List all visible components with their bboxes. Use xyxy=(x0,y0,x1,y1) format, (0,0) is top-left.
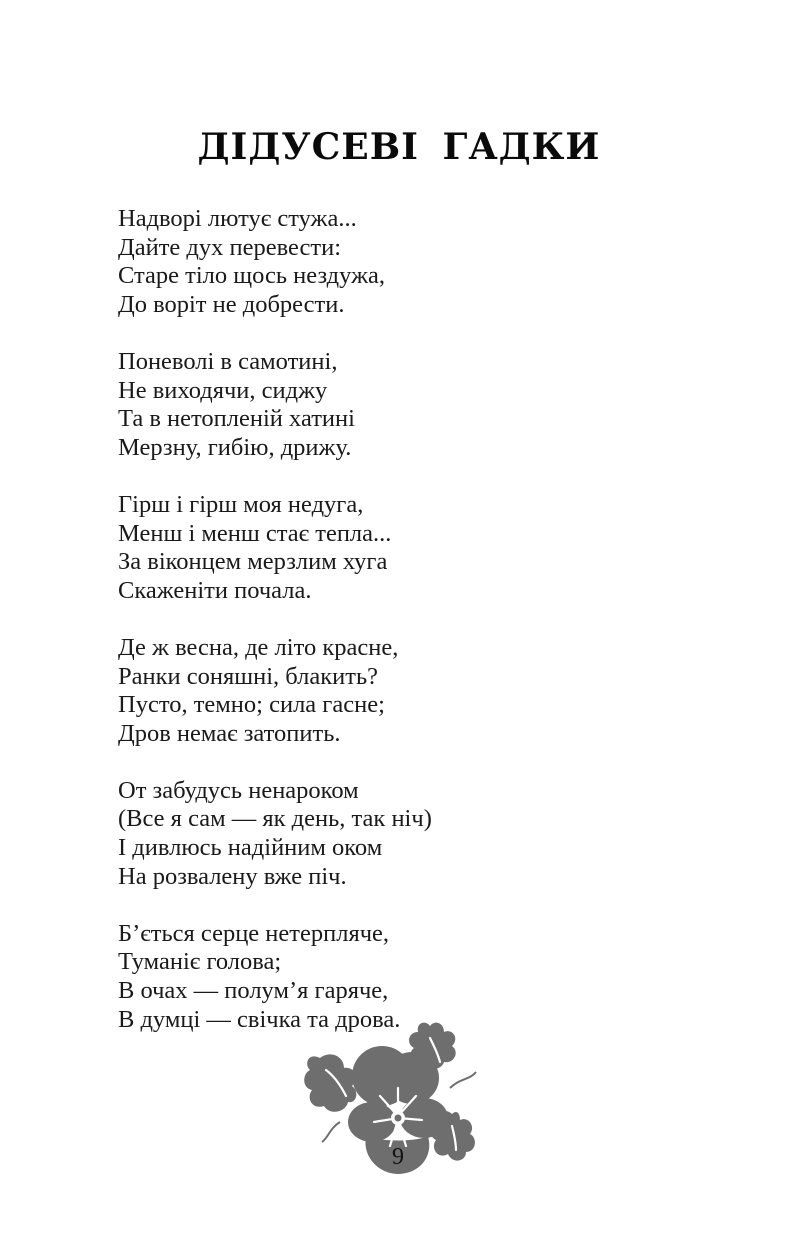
poem-line: (Все я сам — як день, так ніч) xyxy=(118,805,432,833)
poem-title: ДІДУСЕВІ ГАДКИ xyxy=(197,126,601,168)
poem-line: До воріт не добрести. xyxy=(118,290,345,318)
poem-line: Гірш і гірш моя недуга, xyxy=(118,490,364,518)
stanza xyxy=(118,491,678,605)
poem-body xyxy=(118,205,678,1063)
poem-line: Поневолі в самотині, xyxy=(118,347,338,375)
poem-line: Та в нетопленій хатині xyxy=(118,405,355,433)
poem-line: Пусто, темно; сила гасне; xyxy=(118,691,385,719)
poem-line: На розвалену вже піч. xyxy=(118,862,347,890)
stanza xyxy=(118,634,678,748)
poem-line: Старе тіло щось нездужа, xyxy=(118,262,385,290)
poem-line: Менш і менш стає тепла... xyxy=(118,519,392,547)
poem-line: Дров немає затопить. xyxy=(118,719,341,747)
poem-line: Де ж весна, де літо красне, xyxy=(118,633,399,661)
poem-line: Ранки соняшні, блакить? xyxy=(118,662,379,690)
stanza xyxy=(118,348,678,462)
poem-line: В очах — полум’я гаряче, xyxy=(118,977,389,1005)
poem-line: Скаженіти почала. xyxy=(118,576,312,604)
poem-line: Туманіє голова; xyxy=(118,948,282,976)
poem-line: От забудусь ненароком xyxy=(118,776,359,804)
poem-line: За віконцем мерзлим хуга xyxy=(118,548,388,576)
poem-line: Не виходячи, сиджу xyxy=(118,376,328,404)
poem-line: Надворі лютує стужа... xyxy=(118,205,357,232)
poem-line: Мерзну, гибію, дрижу. xyxy=(118,433,352,461)
poem-line: І дивлюсь надійним оком xyxy=(118,834,383,862)
page-number: 9 xyxy=(392,1144,404,1170)
poem-line: Б’ється серце нетерпляче, xyxy=(118,919,390,947)
stanza xyxy=(118,205,678,319)
stanza xyxy=(118,777,678,891)
poem-line: В думці — свічка та дрова. xyxy=(118,1005,401,1033)
poem-line: Дайте дух перевести: xyxy=(118,233,342,261)
